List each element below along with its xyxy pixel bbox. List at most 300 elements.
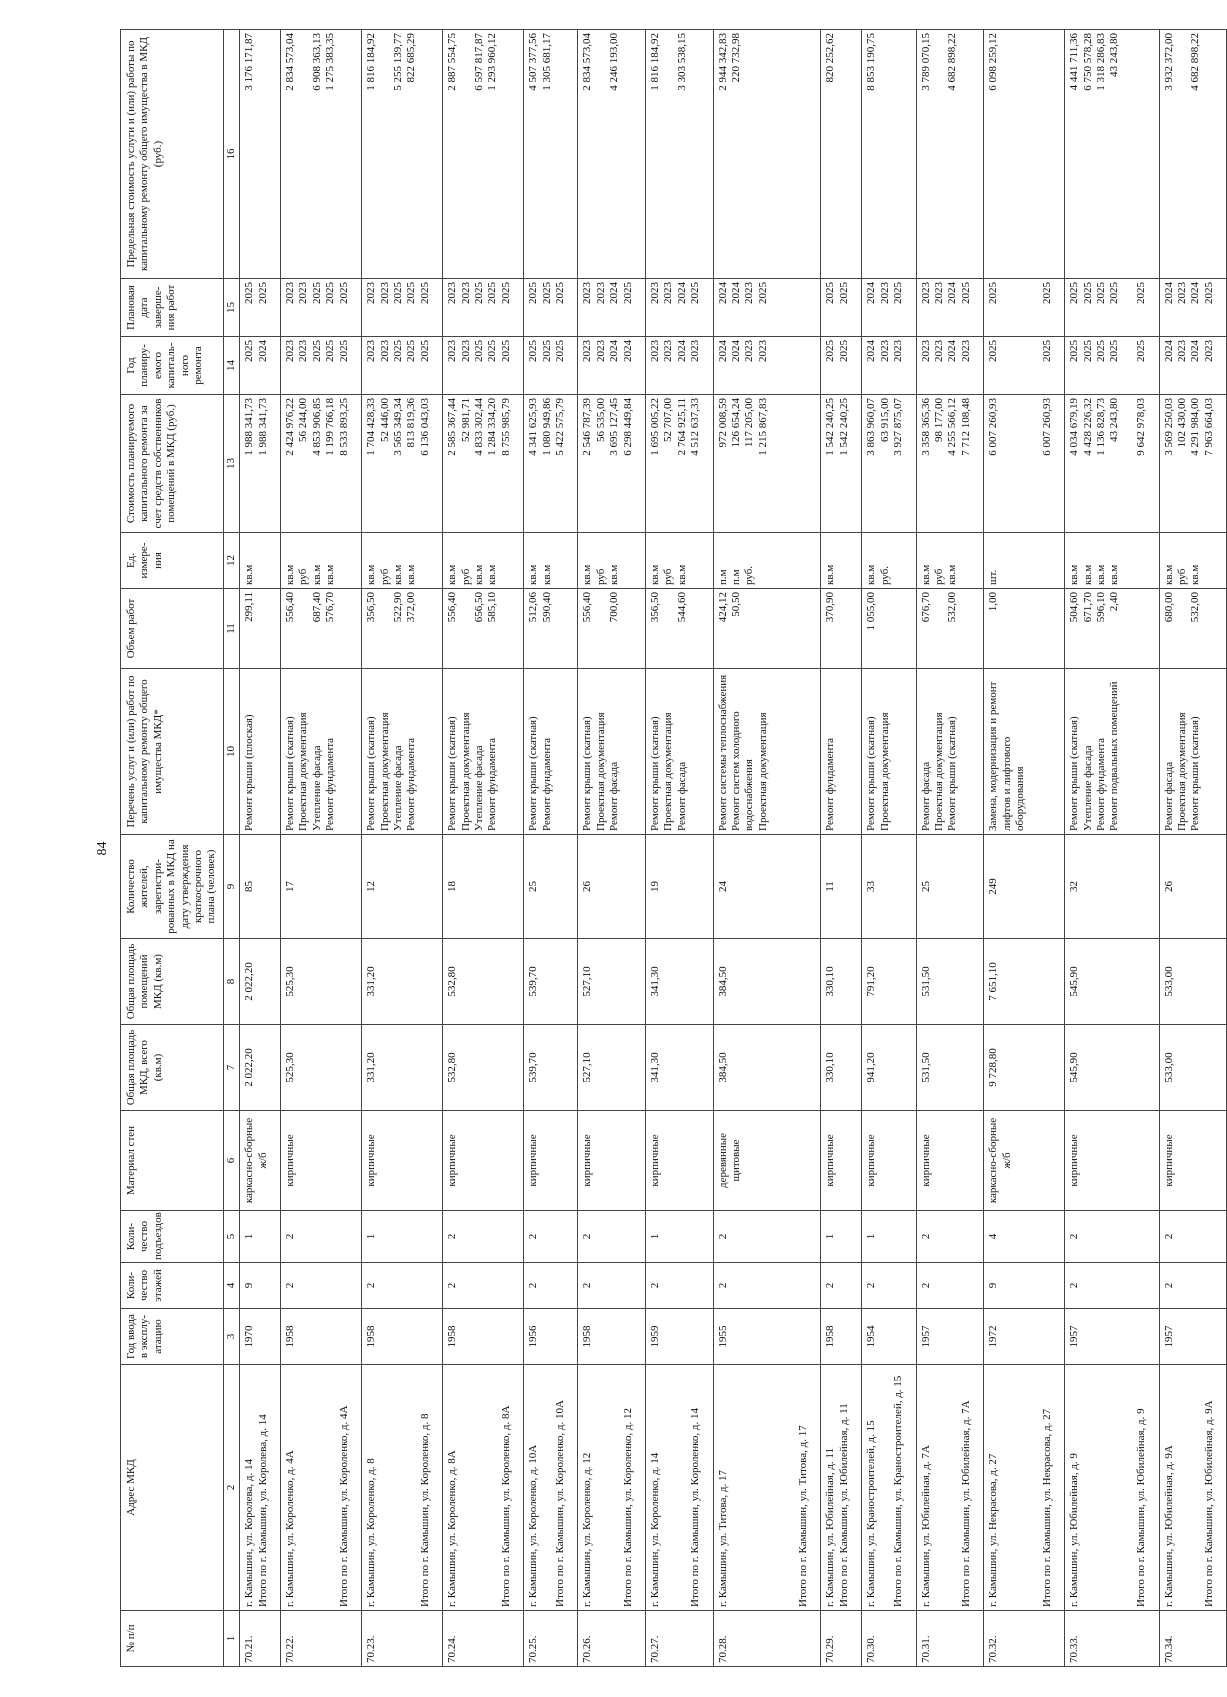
work-volume: 512,06 <box>527 592 540 623</box>
completion-year <box>1001 282 1014 333</box>
cost: 6 007 260,93 <box>987 398 1000 456</box>
address-cell <box>578 1365 646 1611</box>
completion-year: 2023 <box>297 282 310 304</box>
address-line <box>1095 1368 1108 1607</box>
work-item-cell <box>821 669 862 835</box>
address-line <box>1108 1368 1121 1607</box>
repair-year-cell <box>821 337 862 395</box>
cost: 56 244,00 <box>297 398 310 442</box>
repair-year-cell <box>1159 337 1227 395</box>
work-volume: 522,90 <box>391 592 404 623</box>
limit-cost <box>1176 33 1189 275</box>
cost: 4 255 566,12 <box>946 398 959 456</box>
completion-year: 2025 <box>1040 282 1053 304</box>
repair-year: 2025 <box>418 340 431 362</box>
limit-cost: 8 853 190,75 <box>865 33 878 91</box>
cost: 4 291 984,00 <box>1189 398 1202 456</box>
entrances: 1 <box>240 1211 281 1263</box>
column-header-9: Количество жителей, зарегистри-рованных в МКД на дату утверждения краткосрочного плана (человек) <box>121 835 224 939</box>
wall-material: кирпичные <box>1065 1111 1159 1211</box>
limit-cost: 2 834 573,04 <box>284 33 297 91</box>
wall-material: кирпичные <box>443 1111 524 1211</box>
cost: 2 546 787,39 <box>581 398 594 456</box>
work-volume: 2,40 <box>1108 592 1121 612</box>
completion-year <box>1014 282 1027 333</box>
limit-cost <box>662 33 675 275</box>
entrances: 1 <box>821 1211 862 1263</box>
address-line: Итого по г. Камышин, ул. Краностроителей, д. 15 <box>892 1375 905 1607</box>
premises-area: 527,10 <box>578 939 646 1025</box>
repair-year: 2024 <box>256 340 269 362</box>
entrances: 1 <box>362 1211 443 1263</box>
cost: 4 853 906,85 <box>310 398 323 456</box>
address-line <box>1082 1368 1095 1607</box>
table-row <box>984 30 1065 1667</box>
repair-year-cell <box>646 337 714 395</box>
work-item: Ремонт крыши (скатная) <box>581 716 594 831</box>
repair-year: 2025 <box>1108 340 1121 362</box>
repair-year: 2025 <box>553 340 566 362</box>
work-item: Проектная документация <box>378 712 391 831</box>
completion-year: 2025 <box>499 282 512 304</box>
address-line: г. Камышин, ул. Короленко, д. 12 <box>581 1452 594 1607</box>
work-volume: 576,70 <box>324 592 337 623</box>
unit: кв.м <box>1094 564 1107 585</box>
premises-area: 539,70 <box>524 939 578 1025</box>
work-volume: 671,70 <box>1081 592 1094 623</box>
address-line: Итого по г. Камышин, ул. Короленко, д. 4А <box>337 1405 350 1607</box>
repair-year: 2024 <box>946 340 959 362</box>
limit-cost: 3 176 171,87 <box>243 33 256 91</box>
premises-area: 532,80 <box>443 939 524 1025</box>
unit-cell <box>862 533 916 589</box>
row-number: 70.32. <box>984 1611 1065 1667</box>
work-volume: 700,00 <box>608 592 621 623</box>
repair-year: 2023 <box>365 340 378 362</box>
commission-year: 1958 <box>578 1309 646 1365</box>
premises-area: 2 022,20 <box>240 939 281 1025</box>
work-item: Ремонт фасада <box>919 761 932 831</box>
unit: п.м <box>716 569 729 585</box>
work-item: Проектная документация <box>459 712 472 831</box>
entrances: 2 <box>443 1211 524 1263</box>
completion-year: 2025 <box>1202 282 1215 304</box>
cost-cell <box>240 395 281 533</box>
cost: 1 136 828,73 <box>1094 398 1107 456</box>
table-row <box>916 30 984 1667</box>
completion-year-cell <box>362 279 443 337</box>
repair-year: 2023 <box>878 340 891 362</box>
completion-year: 2025 <box>310 282 323 304</box>
address-cell <box>524 1365 578 1611</box>
repair-year: 2025 <box>486 340 499 362</box>
floors: 9 <box>240 1263 281 1309</box>
row-number: 70.34. <box>1159 1611 1227 1667</box>
residents: 12 <box>362 835 443 939</box>
completion-year: 2023 <box>919 282 932 304</box>
cost: 8 755 985,79 <box>499 398 512 456</box>
completion-year: 2025 <box>1081 282 1094 304</box>
work-item: Ремонт крыши (скатная) <box>284 716 297 831</box>
completion-year: 2024 <box>675 282 688 304</box>
work-volume <box>662 592 675 665</box>
address-line <box>311 1368 324 1607</box>
commission-year: 1958 <box>443 1309 524 1365</box>
completion-year: 2025 <box>405 282 418 304</box>
unit: кв.м <box>581 564 594 585</box>
limit-cost: 2 887 554,75 <box>446 33 459 91</box>
unit: руб <box>662 568 675 585</box>
address-line <box>1001 1368 1014 1607</box>
unit: кв.м <box>824 564 837 585</box>
work-volume: 687,40 <box>310 592 323 623</box>
work-volume <box>1176 592 1189 665</box>
wall-material: кирпичные <box>362 1111 443 1211</box>
unit: руб <box>594 568 607 585</box>
completion-year: 2025 <box>621 282 634 304</box>
repair-year-cell <box>984 337 1065 395</box>
residents: 85 <box>240 835 281 939</box>
cost: 98 177,00 <box>932 398 945 442</box>
table-row <box>281 30 362 1667</box>
completion-year-cell <box>524 279 578 337</box>
commission-year: 1956 <box>524 1309 578 1365</box>
cost: 4 034 679,19 <box>1068 398 1081 456</box>
commission-year: 1957 <box>1159 1309 1227 1365</box>
repair-year: 2023 <box>1176 340 1188 362</box>
repair-year: 2023 <box>297 340 310 362</box>
work-item: Ремонт системы теплоснабжения <box>716 674 729 831</box>
row-number: 70.29. <box>821 1611 862 1667</box>
table-row <box>524 30 578 1667</box>
address-line: г. Камышин, ул. Короленко, д. 8 <box>365 1458 378 1607</box>
wall-material: кирпичные <box>524 1111 578 1211</box>
address-line <box>1189 1368 1202 1607</box>
premises-area: 533,00 <box>1159 939 1227 1025</box>
cost: 3 358 365,36 <box>919 398 932 456</box>
work-volume-cell <box>443 589 524 669</box>
address-line: г. Камышин, ул. Королева, д. 14 <box>243 1459 256 1607</box>
repair-year: 2023 <box>743 340 756 362</box>
cost: 3 569 250,03 <box>1162 398 1175 456</box>
unit: руб <box>932 568 945 585</box>
commission-year: 1955 <box>713 1309 821 1365</box>
column-number-12: 12 <box>223 533 239 589</box>
completion-year <box>1122 282 1135 333</box>
address-line: г. Камышин, ул. Короленко, д. 14 <box>649 1452 661 1607</box>
completion-year: 2024 <box>730 282 743 304</box>
total-area: 525,30 <box>281 1025 362 1111</box>
wall-material: деревянные щитовые <box>713 1111 821 1211</box>
cost: 1 080 949,86 <box>540 398 553 456</box>
address-line <box>473 1368 486 1607</box>
wall-material: кирпичные <box>821 1111 862 1211</box>
work-volume: 504,60 <box>1068 592 1081 623</box>
work-item: Ремонт систем холодного водоснабжения <box>730 711 756 831</box>
cost: 4 512 637,33 <box>689 398 702 456</box>
limit-cost: 1 318 286,83 <box>1094 33 1107 91</box>
total-area: 941,20 <box>862 1025 916 1111</box>
cost: 4 341 625,93 <box>527 398 540 456</box>
column-header-6: Материал стен <box>121 1111 224 1211</box>
premises-area: 331,20 <box>362 939 443 1025</box>
column-number-5: 5 <box>223 1211 239 1263</box>
cost: 56 535,00 <box>594 398 607 442</box>
table-row <box>862 30 916 1667</box>
completion-year: 2023 <box>743 282 756 304</box>
completion-year-cell <box>646 279 714 337</box>
unit-cell <box>240 533 281 589</box>
work-volume-cell <box>862 589 916 669</box>
cost: 2 585 367,44 <box>446 398 459 456</box>
work-item: Проектная документация <box>297 712 310 831</box>
work-item: Утепление фасада <box>391 745 404 831</box>
completion-year <box>1027 282 1040 333</box>
repair-year: 2023 <box>932 340 945 362</box>
cost-cell <box>916 395 984 533</box>
limit-cost: 4 682 898,22 <box>946 33 959 91</box>
limit-cost: 1 275 383,35 <box>324 33 337 91</box>
column-number-10: 10 <box>223 669 239 835</box>
work-item: Проектная документация <box>878 712 891 831</box>
unit: кв.м <box>527 564 540 585</box>
completion-year-cell <box>984 279 1065 337</box>
total-area: 533,00 <box>1159 1025 1227 1111</box>
unit: кв.м <box>243 564 256 585</box>
cost-cell <box>984 395 1065 533</box>
address-line <box>460 1368 473 1607</box>
premises-area: 384,50 <box>713 939 821 1025</box>
premises-area: 531,50 <box>916 939 984 1025</box>
repair-year: 2024 <box>675 340 688 362</box>
address-cell <box>984 1365 1065 1611</box>
repair-year: 2023 <box>1202 340 1215 362</box>
wall-material: кирпичные <box>862 1111 916 1211</box>
completion-year: 2023 <box>878 282 891 304</box>
unit: руб <box>378 568 391 585</box>
total-area: 539,70 <box>524 1025 578 1111</box>
completion-year: 2025 <box>527 282 540 304</box>
limit-cost-cell <box>524 30 578 279</box>
repair-year: 2025 <box>310 340 323 362</box>
completion-year: 2025 <box>1094 282 1107 304</box>
work-item-cell <box>713 669 821 835</box>
cost: 3 927 875,07 <box>892 398 905 456</box>
work-item: Ремонт крыши (скатная) <box>649 716 661 831</box>
address-line: Итого по г. Камышин, ул. Короленко, д. 10А <box>553 1400 566 1607</box>
repair-year: 2024 <box>716 340 729 362</box>
completion-year: 2025 <box>959 282 972 304</box>
repair-year: 2023 <box>581 340 594 362</box>
repair-year-cell <box>443 337 524 395</box>
work-volume <box>379 592 392 665</box>
commission-year: 1954 <box>862 1309 916 1365</box>
completion-year: 2023 <box>378 282 391 304</box>
address-line <box>405 1368 418 1607</box>
completion-year: 2023 <box>365 282 378 304</box>
column-header-1: № п/п <box>121 1611 224 1667</box>
floors: 2 <box>862 1263 916 1309</box>
limit-cost-cell <box>916 30 984 279</box>
address-cell <box>646 1365 714 1611</box>
address-line <box>608 1368 621 1607</box>
row-number: 70.21. <box>240 1611 281 1667</box>
completion-year: 2023 <box>1176 282 1188 304</box>
work-item-cell <box>916 669 984 835</box>
work-item: Ремонт крыши (скатная) <box>1189 716 1202 831</box>
repair-year-cell <box>240 337 281 395</box>
row-number: 70.28. <box>713 1611 821 1667</box>
limit-cost <box>297 33 310 275</box>
unit: кв.м <box>1068 564 1081 585</box>
column-header-8: Общая площадь помещений МКД (кв.м) <box>121 939 224 1025</box>
total-area: 341,30 <box>646 1025 714 1111</box>
column-header-4: Коли-чество этажей <box>121 1263 224 1309</box>
work-volume-cell <box>984 589 1065 669</box>
work-volume: 656,50 <box>472 592 485 623</box>
entrances: 2 <box>578 1211 646 1263</box>
address-line <box>1122 1368 1135 1607</box>
table-row <box>1159 30 1227 1667</box>
cost: 2 424 976,22 <box>284 398 297 456</box>
cost-cell <box>578 395 646 533</box>
unit: кв.м <box>946 564 959 585</box>
repair-year: 2025 <box>527 340 540 362</box>
row-number: 70.25. <box>524 1611 578 1667</box>
cost: 1 284 334,20 <box>486 398 499 456</box>
premises-area: 7 651,10 <box>984 939 1065 1025</box>
work-volume <box>297 592 310 665</box>
repair-year: 2023 <box>594 340 607 362</box>
total-area: 531,50 <box>916 1025 984 1111</box>
address-line: Итого по г. Камышин, ул. Юбилейная, д. 11 <box>837 1403 850 1607</box>
unit: кв.м <box>310 564 323 585</box>
work-volume: 556,40 <box>446 592 459 623</box>
limit-cost: 220 732,98 <box>730 33 743 83</box>
address-line <box>1027 1368 1040 1607</box>
commission-year: 1972 <box>984 1309 1065 1365</box>
cost: 1 199 766,18 <box>324 398 337 456</box>
floors: 2 <box>646 1263 714 1309</box>
limit-cost: 4 246 193,00 <box>608 33 621 91</box>
completion-year-cell <box>1159 279 1227 337</box>
completion-year: 2025 <box>987 282 1000 304</box>
work-volume <box>595 592 608 665</box>
repair-year: 2025 <box>337 340 350 362</box>
completion-year: 2025 <box>472 282 485 304</box>
cost: 4 833 302,44 <box>472 398 485 456</box>
address-line: г. Камышин, ул. Юбилейная, д. 9 <box>1068 1453 1081 1607</box>
floors: 2 <box>524 1263 578 1309</box>
completion-year: 2023 <box>662 282 675 304</box>
row-number: 70.23. <box>362 1611 443 1667</box>
work-volume: 556,40 <box>581 592 594 623</box>
completion-year: 2025 <box>256 282 269 304</box>
limit-cost-cell <box>1065 30 1159 279</box>
commission-year: 1958 <box>821 1309 862 1365</box>
completion-year-cell <box>916 279 984 337</box>
limit-cost: 6 597 817,87 <box>472 33 485 91</box>
work-item-cell <box>362 669 443 835</box>
work-item: Утепление фасада <box>310 745 323 831</box>
cost: 52 446,00 <box>378 398 391 442</box>
address-line <box>1014 1368 1027 1607</box>
unit: кв.м <box>405 564 418 585</box>
row-number: 70.30. <box>862 1611 916 1667</box>
repair-year: 2024 <box>730 340 743 362</box>
cost: 3 565 349,34 <box>391 398 404 456</box>
unit-cell <box>443 533 524 589</box>
cost: 1 542 240,25 <box>837 398 850 456</box>
work-volume: 596,10 <box>1094 592 1107 623</box>
table-row <box>443 30 524 1667</box>
work-volume: 1 055,00 <box>865 592 878 631</box>
work-volume: 590,40 <box>540 592 553 623</box>
cost: 972 008,59 <box>716 398 729 448</box>
column-header-11: Объем работ <box>121 589 224 669</box>
wall-material: каркасно-сборные ж/б <box>240 1111 281 1211</box>
work-item-cell <box>1159 669 1227 835</box>
page-number: 84 <box>95 841 110 856</box>
repair-year: 2023 <box>662 340 675 362</box>
address-line <box>946 1368 959 1607</box>
column-header-16: Предельная стоимость услуги и (или) работы по капитальному ремонту общего имущества в МКД (руб.) <box>121 30 224 279</box>
limit-cost-cell <box>240 30 281 279</box>
address-line: г. Камышин, ул. Краностроителей, д. 15 <box>865 1420 878 1607</box>
repair-year-cell <box>524 337 578 395</box>
work-item: Ремонт фундамента <box>486 737 499 831</box>
unit: кв.м <box>446 564 459 585</box>
column-number-4: 4 <box>223 1263 239 1309</box>
unit: кв.м <box>865 564 878 585</box>
unit: кв.м <box>1108 564 1121 585</box>
completion-year: 2023 <box>581 282 594 304</box>
unit: кв.м <box>365 564 378 585</box>
cost-cell <box>524 395 578 533</box>
repair-year-cell <box>1065 337 1159 395</box>
work-volume <box>460 592 473 665</box>
completion-year: 2025 <box>486 282 499 304</box>
entrances: 2 <box>1065 1211 1159 1263</box>
residents: 24 <box>713 835 821 939</box>
limit-cost: 6 908 363,13 <box>310 33 323 91</box>
entrances: 1 <box>646 1211 714 1263</box>
address-line <box>933 1368 946 1607</box>
address-line <box>541 1368 554 1607</box>
work-item: Проектная документация <box>662 712 675 831</box>
completion-year-cell <box>240 279 281 337</box>
work-volume-cell <box>1065 589 1159 669</box>
completion-year: 2025 <box>837 282 850 304</box>
unit-cell <box>916 533 984 589</box>
residents: 26 <box>578 835 646 939</box>
work-volume: 50,50 <box>730 592 743 617</box>
repair-year: 2024 <box>621 340 634 362</box>
work-volume-cell <box>281 589 362 669</box>
cost: 6 136 043,03 <box>418 398 431 456</box>
repair-year: 2024 <box>865 340 878 362</box>
cost <box>1122 398 1135 529</box>
floors: 2 <box>1065 1263 1159 1309</box>
unit: кв.м <box>324 564 337 585</box>
completion-year: 2025 <box>391 282 404 304</box>
work-item: Ремонт крыши (скатная) <box>365 716 378 831</box>
address-cell <box>362 1365 443 1611</box>
repair-year <box>1014 340 1027 391</box>
table-row <box>713 30 821 1667</box>
cost: 1 988 341,73 <box>243 398 256 456</box>
unit-cell <box>646 533 714 589</box>
